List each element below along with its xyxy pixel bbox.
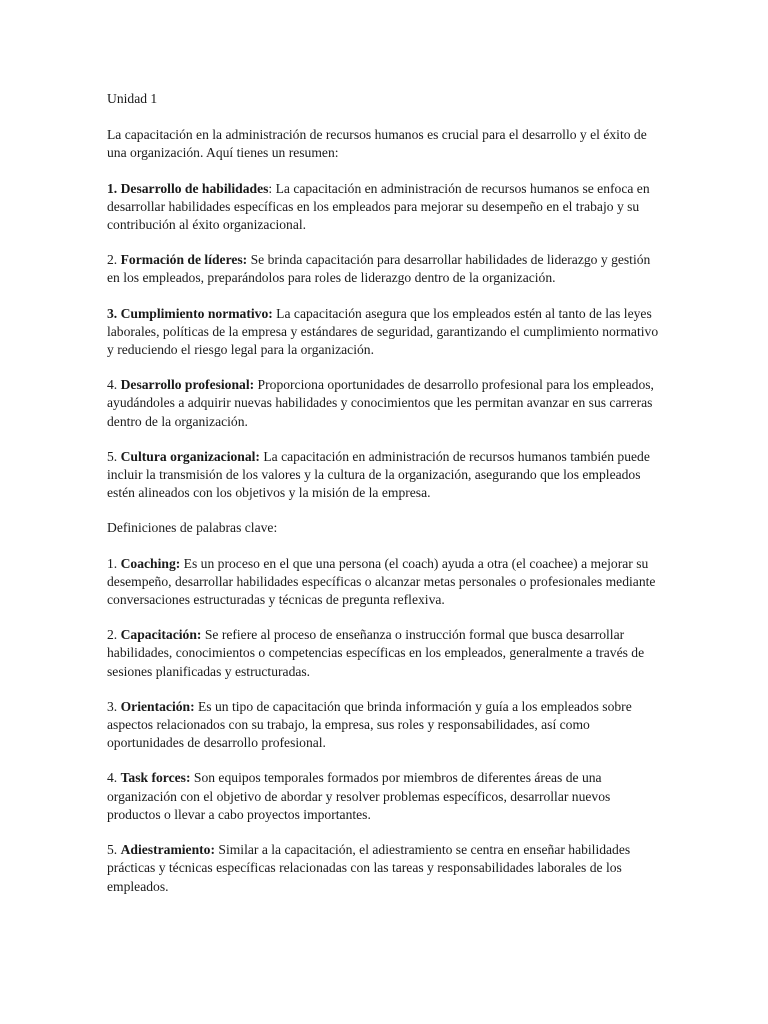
summary-item-5-term: Cultura organizacional: <box>120 448 260 464</box>
definition-item-4-number: 4. <box>107 770 118 786</box>
definition-item-3-number: 3. <box>107 698 118 714</box>
summary-item-1-text: La capacitación en administración de recursos humanos se enfoca en desarrollar habilidades específicas en los empleados para mejorar su desempeño en el trabajo y su contribución al éxito organizacional. <box>107 180 650 233</box>
definition-item-5 <box>107 841 663 896</box>
document-page <box>107 90 663 913</box>
definition-item-1-term: Coaching: <box>120 555 181 571</box>
summary-item-2-term: Formación de líderes: <box>120 252 248 268</box>
summary-item-4-number: 4. <box>107 377 118 393</box>
summary-item-2 <box>107 251 663 287</box>
definition-item-1 <box>107 555 663 610</box>
definition-item-3-text: Es un tipo de capacitación que brinda información y guía a los empleados sobre aspectos relacionados con su trabajo, la empresa, sus roles y responsabilidades, así como oportunidades de desarrollo profesional. <box>107 698 632 751</box>
summary-item-1-number: 1. <box>107 180 118 196</box>
summary-item-5-number: 5. <box>107 448 118 464</box>
definitions-heading: Definiciones de palabras clave: <box>107 520 278 536</box>
definition-item-2 <box>107 626 663 681</box>
definition-item-4 <box>107 769 663 824</box>
summary-item-4-text: Proporciona oportunidades de desarrollo profesional para los empleados, ayudándoles a adquirir nuevas habilidades y conocimientos que les permitan avanzar en sus carreras dentro de la organización. <box>107 377 654 429</box>
summary-item-3-number: 3. <box>107 305 118 321</box>
summary-item-3 <box>107 305 663 360</box>
definition-item-1-text: Es un proceso en el que una persona (el coach) ayuda a otra (el coachee) a mejorar su desempeño, desarrollar habilidades específicas o alcanzar metas personales o profesionales mediante conversaciones estructuradas y técnicas de pregunta reflexiva. <box>107 555 656 608</box>
summary-item-3-term: Cumplimiento normativo: <box>120 305 273 321</box>
definition-item-2-number: 2. <box>107 627 118 643</box>
definition-item-3-term: Orientación: <box>120 698 195 714</box>
summary-item-3-text: La capacitación asegura que los empleados estén al tanto de las leyes laborales, políticas de la empresa y estándares de seguridad, garantizando el cumplimiento normativo y reduciendo el riesgo legal para la organización. <box>107 305 659 358</box>
summary-item-1 <box>107 180 663 235</box>
summary-item-4 <box>107 376 663 431</box>
summary-item-1-term-suffix: : <box>268 180 273 196</box>
definition-item-2-term: Capacitación: <box>120 627 202 643</box>
summary-item-1-term: Desarrollo de habilidades <box>120 180 269 196</box>
definition-item-4-text: Son equipos temporales formados por miembros de diferentes áreas de una organización con el objetivo de abordar y resolver problemas específicos, desarrollar nuevos productos o llevar a cabo proyectos importantes. <box>107 770 611 822</box>
summary-item-5 <box>107 448 663 503</box>
definition-item-2-text: Se refiere al proceso de enseñanza o instrucción formal que busca desarrollar habilidades, conocimientos o competencias específicas en los empleados, generalmente a través de sesiones planificadas y estructuradas. <box>107 627 645 679</box>
summary-item-2-text: Se brinda capacitación para desarrollar habilidades de liderazgo y gestión en los empleados, preparándolos para roles de liderazgo dentro de la organización. <box>107 252 651 286</box>
summary-item-5-text: La capacitación en administración de recursos humanos también puede incluir la transmisión de los valores y la cultura de la organización, asegurando que los empleados estén alineados con los objetivos y la misión de la empresa. <box>107 448 650 501</box>
summary-item-4-term: Desarrollo profesional: <box>120 377 255 393</box>
definition-item-4-term: Task forces: <box>120 770 191 786</box>
definition-item-5-text: Similar a la capacitación, el adiestramiento se centra en enseñar habilidades prácticas y técnicas específicas relacionadas con las tareas y responsabilidades laborales de los empleados. <box>107 842 631 894</box>
definition-item-3 <box>107 698 663 753</box>
definition-item-1-number: 1. <box>107 555 118 571</box>
summary-item-2-number: 2. <box>107 252 118 268</box>
intro-paragraph: La capacitación en la administración de recursos humanos es crucial para el desarrollo y el éxito de una organización. Aquí tienes un resumen: <box>107 127 647 161</box>
document-title: Unidad 1 <box>107 91 158 106</box>
definition-item-5-term: Adiestramiento: <box>120 842 215 858</box>
definition-item-5-number: 5. <box>107 842 118 858</box>
